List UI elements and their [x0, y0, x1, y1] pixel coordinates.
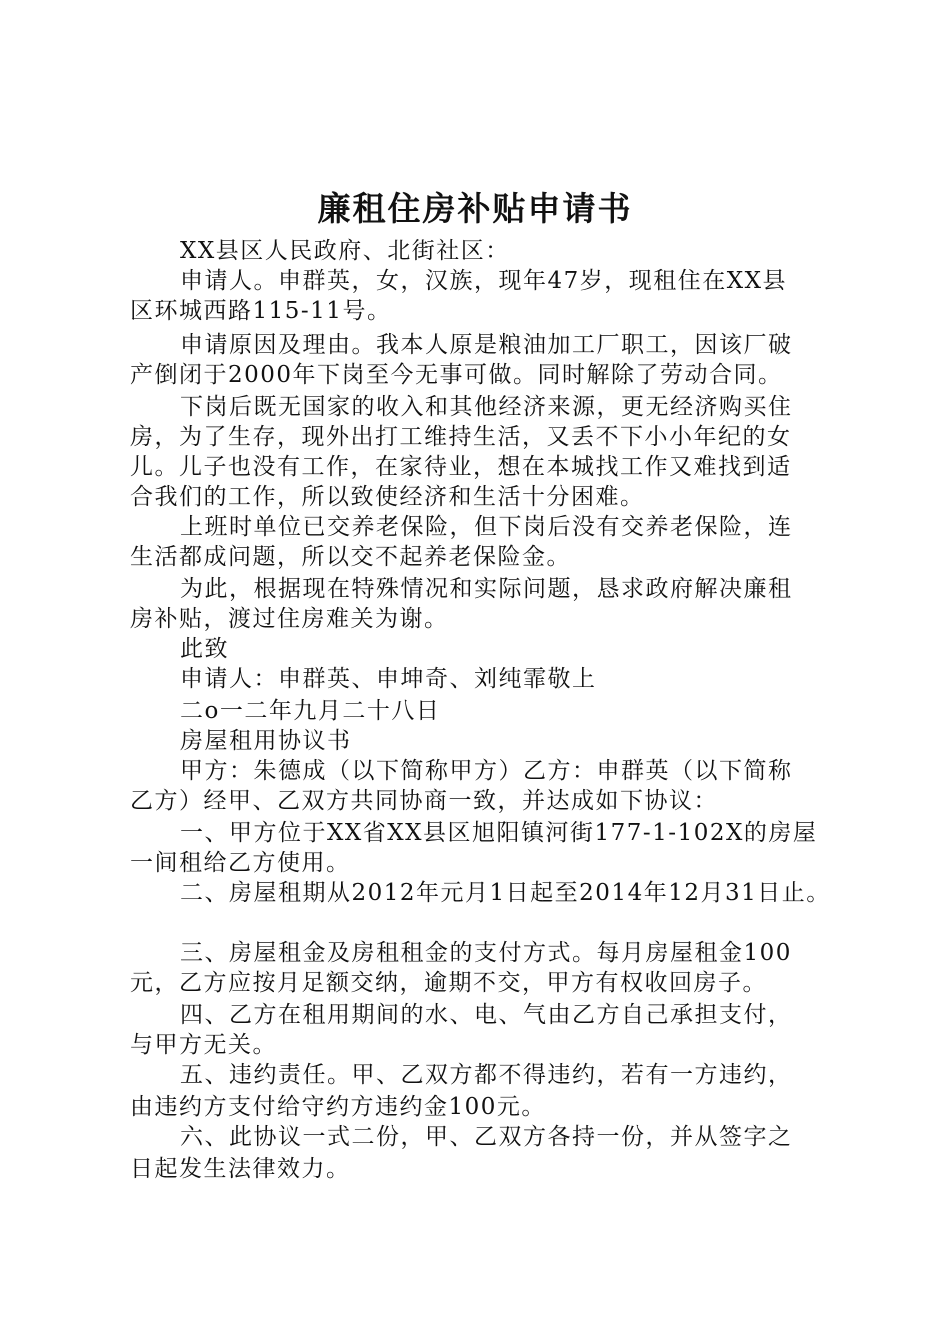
- paragraph-line: 由违约方支付给守约方违约金100元。: [130, 1094, 546, 1120]
- paragraph-line: 为此，根据现在特殊情况和实际问题，恳求政府解决廉租: [180, 576, 793, 602]
- paragraph-line: 元，乙方应按月足额交纳，逾期不交，甲方有权收回房子。: [130, 970, 767, 996]
- paragraph-line: 乙方）经甲、乙双方共同协商一致，并达成如下协议：: [130, 788, 718, 814]
- paragraph-line: 房补贴，渡过住房难关为谢。: [130, 606, 449, 632]
- paragraph-line: 上班时单位已交养老保险，但下岗后没有交养老保险，连: [180, 514, 793, 540]
- paragraph-line: 一间租给乙方使用。: [130, 850, 351, 876]
- paragraph-line: 申请人。申群英，女，汉族，现年47岁，现租住在XX县: [180, 268, 788, 294]
- paragraph-line: 一、甲方位于XX省XX县区旭阳镇河街177-1-102X的房屋: [180, 820, 818, 846]
- subtitle-line: 房屋租用协议书: [180, 728, 352, 754]
- paragraph-line: 儿。儿子也没有工作，在家待业，想在本城找工作又难找到适: [130, 454, 792, 480]
- paragraph-line: 与甲方无关。: [130, 1032, 277, 1058]
- paragraph-line: 申请原因及理由。我本人原是粮油加工厂职工，因该厂破: [180, 332, 793, 358]
- paragraph-line: 二、房屋租期从2012年元月1日起至2014年12月31日止。: [180, 880, 831, 906]
- paragraph-line: 合我们的工作，所以致使经济和生活十分困难。: [130, 484, 645, 510]
- date-line: 二o一二年九月二十八日: [180, 698, 441, 724]
- paragraph-line: 区环城西路115-11号。: [130, 298, 392, 324]
- closing-line: 此致: [180, 636, 229, 662]
- paragraph-line: 四、乙方在租用期间的水、电、气由乙方自己承担支付，: [180, 1002, 793, 1028]
- paragraph-line: 日起发生法律效力。: [130, 1156, 351, 1182]
- signature-line: 申请人：申群英、申坤奇、刘纯霏敬上: [180, 666, 597, 692]
- paragraph-line: 五、违约责任。甲、乙双方都不得违约，若有一方违约，: [180, 1062, 793, 1088]
- paragraph-line: 房，为了生存，现外出打工维持生活，又丢不下小小年纪的女: [130, 424, 792, 450]
- paragraph-line: 产倒闭于2000年下岗至今无事可做。同时解除了劳动合同。: [130, 362, 783, 388]
- paragraph-line: 生活都成问题，所以交不起养老保险金。: [130, 544, 571, 570]
- paragraph-line: 三、房屋租金及房租租金的支付方式。每月房屋租金100: [180, 940, 792, 966]
- salutation: XX县区人民政府、北街社区：: [180, 238, 510, 264]
- paragraph-line: 六、此协议一式二份，甲、乙双方各持一份，并从签字之: [180, 1124, 793, 1150]
- document-title: 廉租住房补贴申请书: [317, 189, 633, 228]
- paragraph-line: 下岗后既无国家的收入和其他经济来源，更无经济购买住: [180, 394, 793, 420]
- paragraph-line: 甲方：朱德成（以下简称甲方）乙方：申群英（以下简称: [180, 758, 793, 784]
